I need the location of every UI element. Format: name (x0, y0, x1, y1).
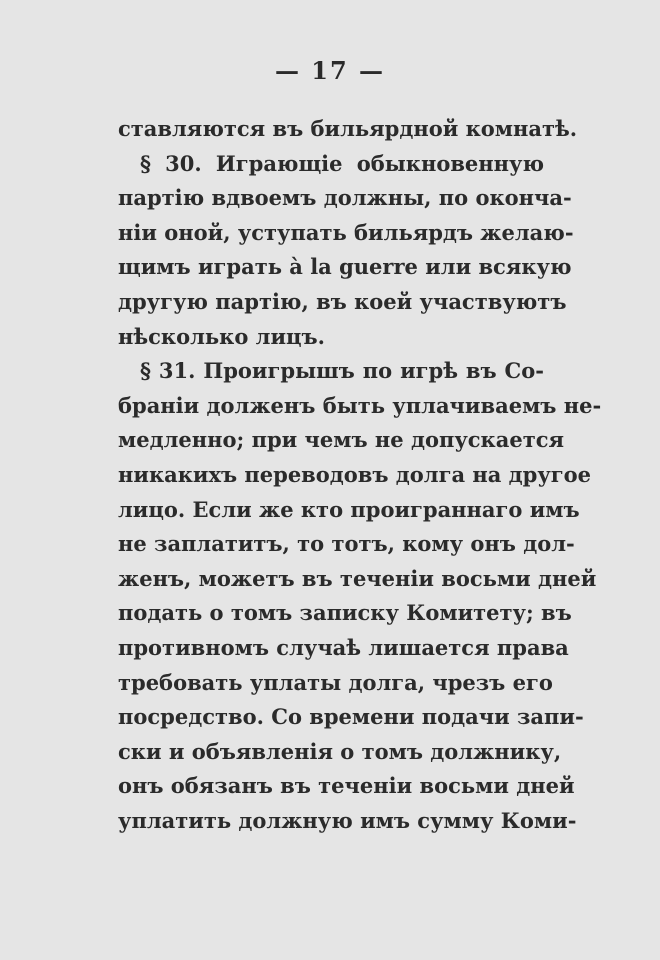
text-line: щимъ играть à la guerre или всякую (118, 254, 572, 280)
text-line: ставляются въ бильярдной комнатѣ. (118, 116, 578, 141)
text-line: посредство. Со времени подачи запи- (118, 704, 584, 730)
body-text (118, 112, 602, 838)
text-line: партію вдвоемъ должны, по оконча- (118, 185, 572, 211)
section-31-heading-line: § 31. Проигрышъ по игрѣ въ Со- (140, 358, 544, 384)
page-number: — 17 — (274, 56, 386, 85)
text-line: не заплатитъ, то тотъ, кому онъ дол- (118, 531, 575, 557)
text-line: медленно; при чемъ не допускается (118, 427, 565, 453)
section-30-heading-line: § 30. Играющіе обыкновенную (140, 150, 544, 176)
text-line: подать о томъ записку Комитету; въ (118, 600, 572, 626)
text-line: лицо. Если же кто проиграннаго имъ (118, 496, 580, 522)
text-line: уплатить должную имъ сумму Коми- (118, 807, 577, 833)
text-line: женъ, можетъ въ теченіи восьми дней (118, 565, 597, 591)
text-line: никакихъ переводовъ долга на другое (118, 461, 592, 487)
text-line: требовать уплаты долга, чрезъ его (118, 669, 553, 695)
text-line: ніи оной, уступать бильярдъ желаю- (118, 219, 574, 245)
text-line: ски и объявленія о томъ должнику, (118, 738, 562, 764)
text-line: онъ обязанъ въ теченіи восьми дней (118, 773, 575, 799)
text-line: браніи долженъ быть уплачиваемъ не- (118, 392, 602, 418)
text-line: другую партію, въ коей участвуютъ (118, 288, 567, 314)
text-line: нѣсколько лицъ. (118, 323, 325, 349)
text-line: противномъ случаѣ лишается права (118, 634, 569, 660)
